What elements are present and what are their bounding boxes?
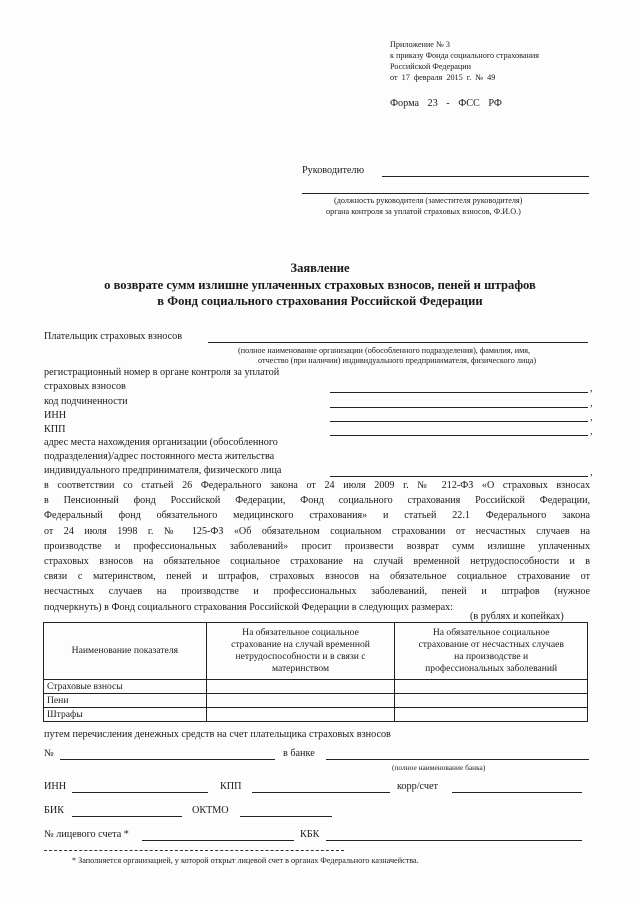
body-line: в Пенсионный фонд Российской Федерации, Фонд социального страхования Российской Федерации, (44, 495, 590, 507)
head-caption-2: органа контроля за уплатой страховых взносов, Ф.И.О.) (326, 207, 521, 216)
address-label-3: индивидуального предпринимателя, физического лица (44, 465, 282, 476)
oktmo-field[interactable] (240, 816, 332, 817)
bank-kpp-field[interactable] (252, 792, 390, 793)
reg-number-label-2: страховых взносов (44, 381, 126, 392)
form-code: Форма 23 - ФСС РФ (390, 98, 502, 109)
kbk-label: КБК (300, 829, 320, 840)
reg-number-label-1: регистрационный номер в органе контроля за уплатой (44, 367, 280, 378)
table-cell[interactable] (395, 680, 588, 694)
payer-inn-label: ИНН (44, 410, 67, 421)
address-field[interactable] (330, 476, 588, 477)
body-line: Федеральный фонд обязательного медицинского страхования» и статьей 22.1 Федерального закона (44, 510, 590, 522)
corr-account-label: корр/счет (397, 781, 438, 792)
bank-inn-label: ИНН (44, 781, 67, 792)
payer-name-field[interactable] (208, 342, 588, 343)
row-label: Страховые взносы (44, 680, 207, 694)
bik-field[interactable] (72, 816, 182, 817)
payer-kpp-field[interactable] (330, 435, 588, 436)
in-bank-label: в банке (283, 748, 315, 759)
appendix-line-2: к приказу Фонда социального страхования (390, 51, 539, 60)
payer-caption-2: отчество (при наличии) индивидуального предпринимателя, физического лица) (258, 356, 537, 365)
account-number-field[interactable] (60, 759, 275, 760)
table-cell[interactable] (206, 680, 395, 694)
payer-kpp-label: КПП (44, 424, 66, 435)
bank-caption: (полное наименование банка) (392, 763, 486, 772)
body-line: страховых взносов на обязательное социальное страхование на случай временной нетрудоспособности и в (44, 556, 590, 568)
appendix-line-3: Российской Федерации (390, 62, 472, 71)
document-subtitle-2: в Фонд социального страхования Российской Федерации (157, 294, 483, 308)
transfer-text: путем перечисления денежных средств на счет плательщика страховых взносов (44, 729, 391, 740)
subordination-label: код подчиненности (44, 396, 128, 407)
table-cell[interactable] (206, 694, 395, 708)
payer-label: Плательщик страховых взносов (44, 331, 183, 342)
body-line: производстве и профессиональных заболеваний» просит произвести возврат сумм излишне уплаченных (44, 540, 590, 552)
table-header-indicator: Наименование показателя (44, 623, 207, 680)
corr-account-field[interactable] (452, 792, 582, 793)
table-header-temporary-disability: На обязательное социальное страхование на случай временной нетрудоспособности и в связи с материнством (206, 623, 395, 680)
table-row (44, 680, 588, 694)
body-paragraph (44, 478, 590, 615)
kbk-field[interactable] (326, 840, 582, 841)
table-cell[interactable] (395, 708, 588, 722)
bank-kpp-label: КПП (220, 781, 242, 792)
head-caption-1: (должность руководителя (заместителя руководителя) (334, 196, 523, 205)
payer-inn-field[interactable] (330, 421, 588, 422)
footnote: * Заполняется организацией, у которой открыт лицевой счет в органах Федерального казначейства. (72, 856, 419, 865)
account-no-label: № (44, 748, 54, 759)
document-title: Заявление (290, 261, 350, 275)
personal-account-label: № лицевого счета * (44, 829, 129, 840)
body-line: связи с материнством, пеней и штрафов, страховых взносов на обязательное социальное страхование от (44, 571, 590, 583)
table-header-accidents: На обязательное социальное страхование от несчастных случаев на производстве и профессиональных заболеваний (395, 623, 588, 680)
reg-number-field[interactable] (330, 392, 588, 393)
head-name-field[interactable] (382, 176, 589, 177)
address-label-2: подразделения)/адрес постоянного места жительства (44, 451, 275, 462)
units-note: (в рублях и копейках) (470, 611, 564, 622)
payer-caption-1: (полное наименование организации (обособленного подразделения), фамилия, имя, (238, 346, 531, 355)
head-position-field[interactable] (302, 193, 589, 194)
personal-account-field[interactable] (142, 840, 294, 841)
row-label: Пени (44, 694, 207, 708)
body-line: несчастных случаев на производстве и профессиональных заболеваний, пеней и штрафов (нужное (44, 586, 590, 598)
body-line: от 24 июля 1998 г. № 125-ФЗ «Об обязательном социальном страховании от несчастных случаев на (44, 525, 590, 537)
body-line: подчеркнуть) в Фонд социального страхования Российской Федерации в следующих размерах: (44, 601, 453, 613)
amounts-table (43, 622, 588, 722)
bik-label: БИК (44, 805, 65, 816)
subordination-field[interactable] (330, 407, 588, 408)
table-row (44, 708, 588, 722)
body-line: в соответствии со статьей 26 Федерального закона от 24 июля 2009 г. № 212-ФЗ «О страховых взносах (44, 480, 590, 491)
row-label: Штрафы (44, 708, 207, 722)
document-subtitle-1: о возврате сумм излишне уплаченных страховых взносов, пеней и штрафов (104, 278, 536, 292)
table-row (44, 694, 588, 708)
head-label: Руководителю (302, 165, 365, 176)
oktmo-label: ОКТМО (192, 805, 229, 816)
bank-inn-field[interactable] (72, 792, 208, 793)
table-cell[interactable] (395, 694, 588, 708)
table-cell[interactable] (206, 708, 395, 722)
address-label-1: адрес места нахождения организации (обособленного (44, 437, 278, 448)
footnote-divider (44, 850, 344, 851)
appendix-line-1: Приложение № 3 (390, 40, 450, 49)
appendix-line-4: от 17 февраля 2015 г. № 49 (390, 73, 496, 82)
bank-name-field[interactable] (326, 759, 589, 760)
